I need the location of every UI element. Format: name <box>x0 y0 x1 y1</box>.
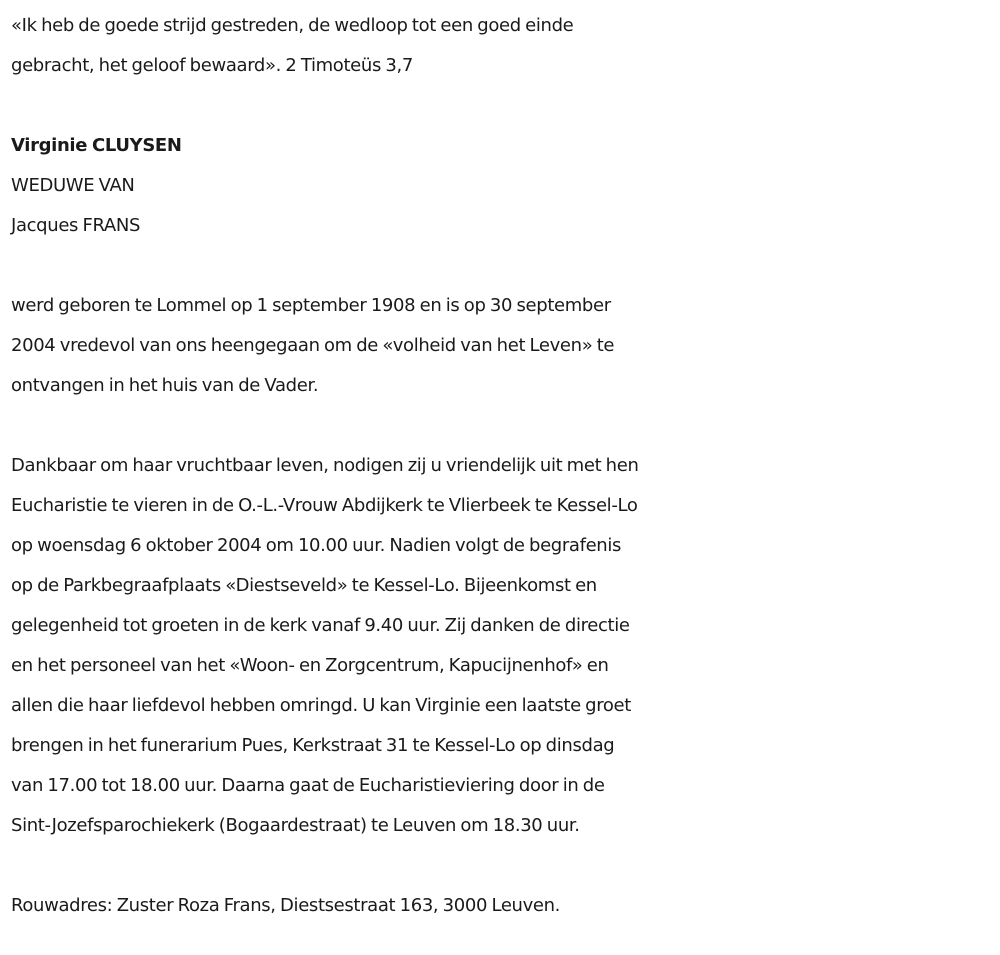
person-block <box>11 126 996 246</box>
paragraph-line: Sint-Jozefsparochiekerk (Bogaardestraat) te Leuven om 18.30 uur. <box>11 815 580 836</box>
paragraph-line: van 17.00 tot 18.00 uur. Daarna gaat de Eucharistieviering door in de <box>11 775 605 796</box>
quote-paragraph <box>11 6 996 86</box>
address-paragraph <box>11 886 996 926</box>
obituary-document <box>11 6 996 926</box>
paragraph-line: Dankbaar om haar vruchtbaar leven, nodigen zij u vriendelijk uit met hen <box>11 455 639 476</box>
quote-line: «Ik heb de goede strijd gestreden, de wedloop tot een goed einde <box>11 15 574 36</box>
quote-line: gebracht, het geloof bewaard». 2 Timoteüs 3,7 <box>11 55 413 76</box>
paragraph-spacer <box>11 86 996 126</box>
paragraph-spacer <box>11 246 996 286</box>
paragraph-spacer <box>11 846 996 886</box>
birth-paragraph <box>11 286 996 406</box>
paragraph-line: gelegenheid tot groeten in de kerk vanaf 9.40 uur. Zij danken de directie <box>11 615 630 636</box>
spouse-name: Jacques FRANS <box>11 215 141 236</box>
paragraph-line: op woensdag 6 oktober 2004 om 10.00 uur. Nadien volgt de begrafenis <box>11 535 622 556</box>
paragraph-line: allen die haar liefdevol hebben omringd. U kan Virginie een laatste groet <box>11 695 631 716</box>
paragraph-line: werd geboren te Lommel op 1 september 1908 en is op 30 september <box>11 295 611 316</box>
relation-label: WEDUWE VAN <box>11 175 135 196</box>
deceased-name: Virginie CLUYSEN <box>11 135 182 156</box>
paragraph-line: Eucharistie te vieren in de O.-L.-Vrouw Abdijkerk te Vlierbeek te Kessel-Lo <box>11 495 638 516</box>
mourning-address: Rouwadres: Zuster Roza Frans, Diestsestraat 163, 3000 Leuven. <box>11 895 561 916</box>
paragraph-line: op de Parkbegraafplaats «Diestseveld» te Kessel-Lo. Bijeenkomst en <box>11 575 597 596</box>
paragraph-line: brengen in het funerarium Pues, Kerkstraat 31 te Kessel-Lo op dinsdag <box>11 735 615 756</box>
paragraph-line: en het personeel van het «Woon- en Zorgcentrum, Kapucijnenhof» en <box>11 655 609 676</box>
paragraph-spacer <box>11 406 996 446</box>
paragraph-line: ontvangen in het huis van de Vader. <box>11 375 319 396</box>
paragraph-line: 2004 vredevol van ons heengegaan om de «volheid van het Leven» te <box>11 335 615 356</box>
ceremony-paragraph <box>11 446 996 846</box>
